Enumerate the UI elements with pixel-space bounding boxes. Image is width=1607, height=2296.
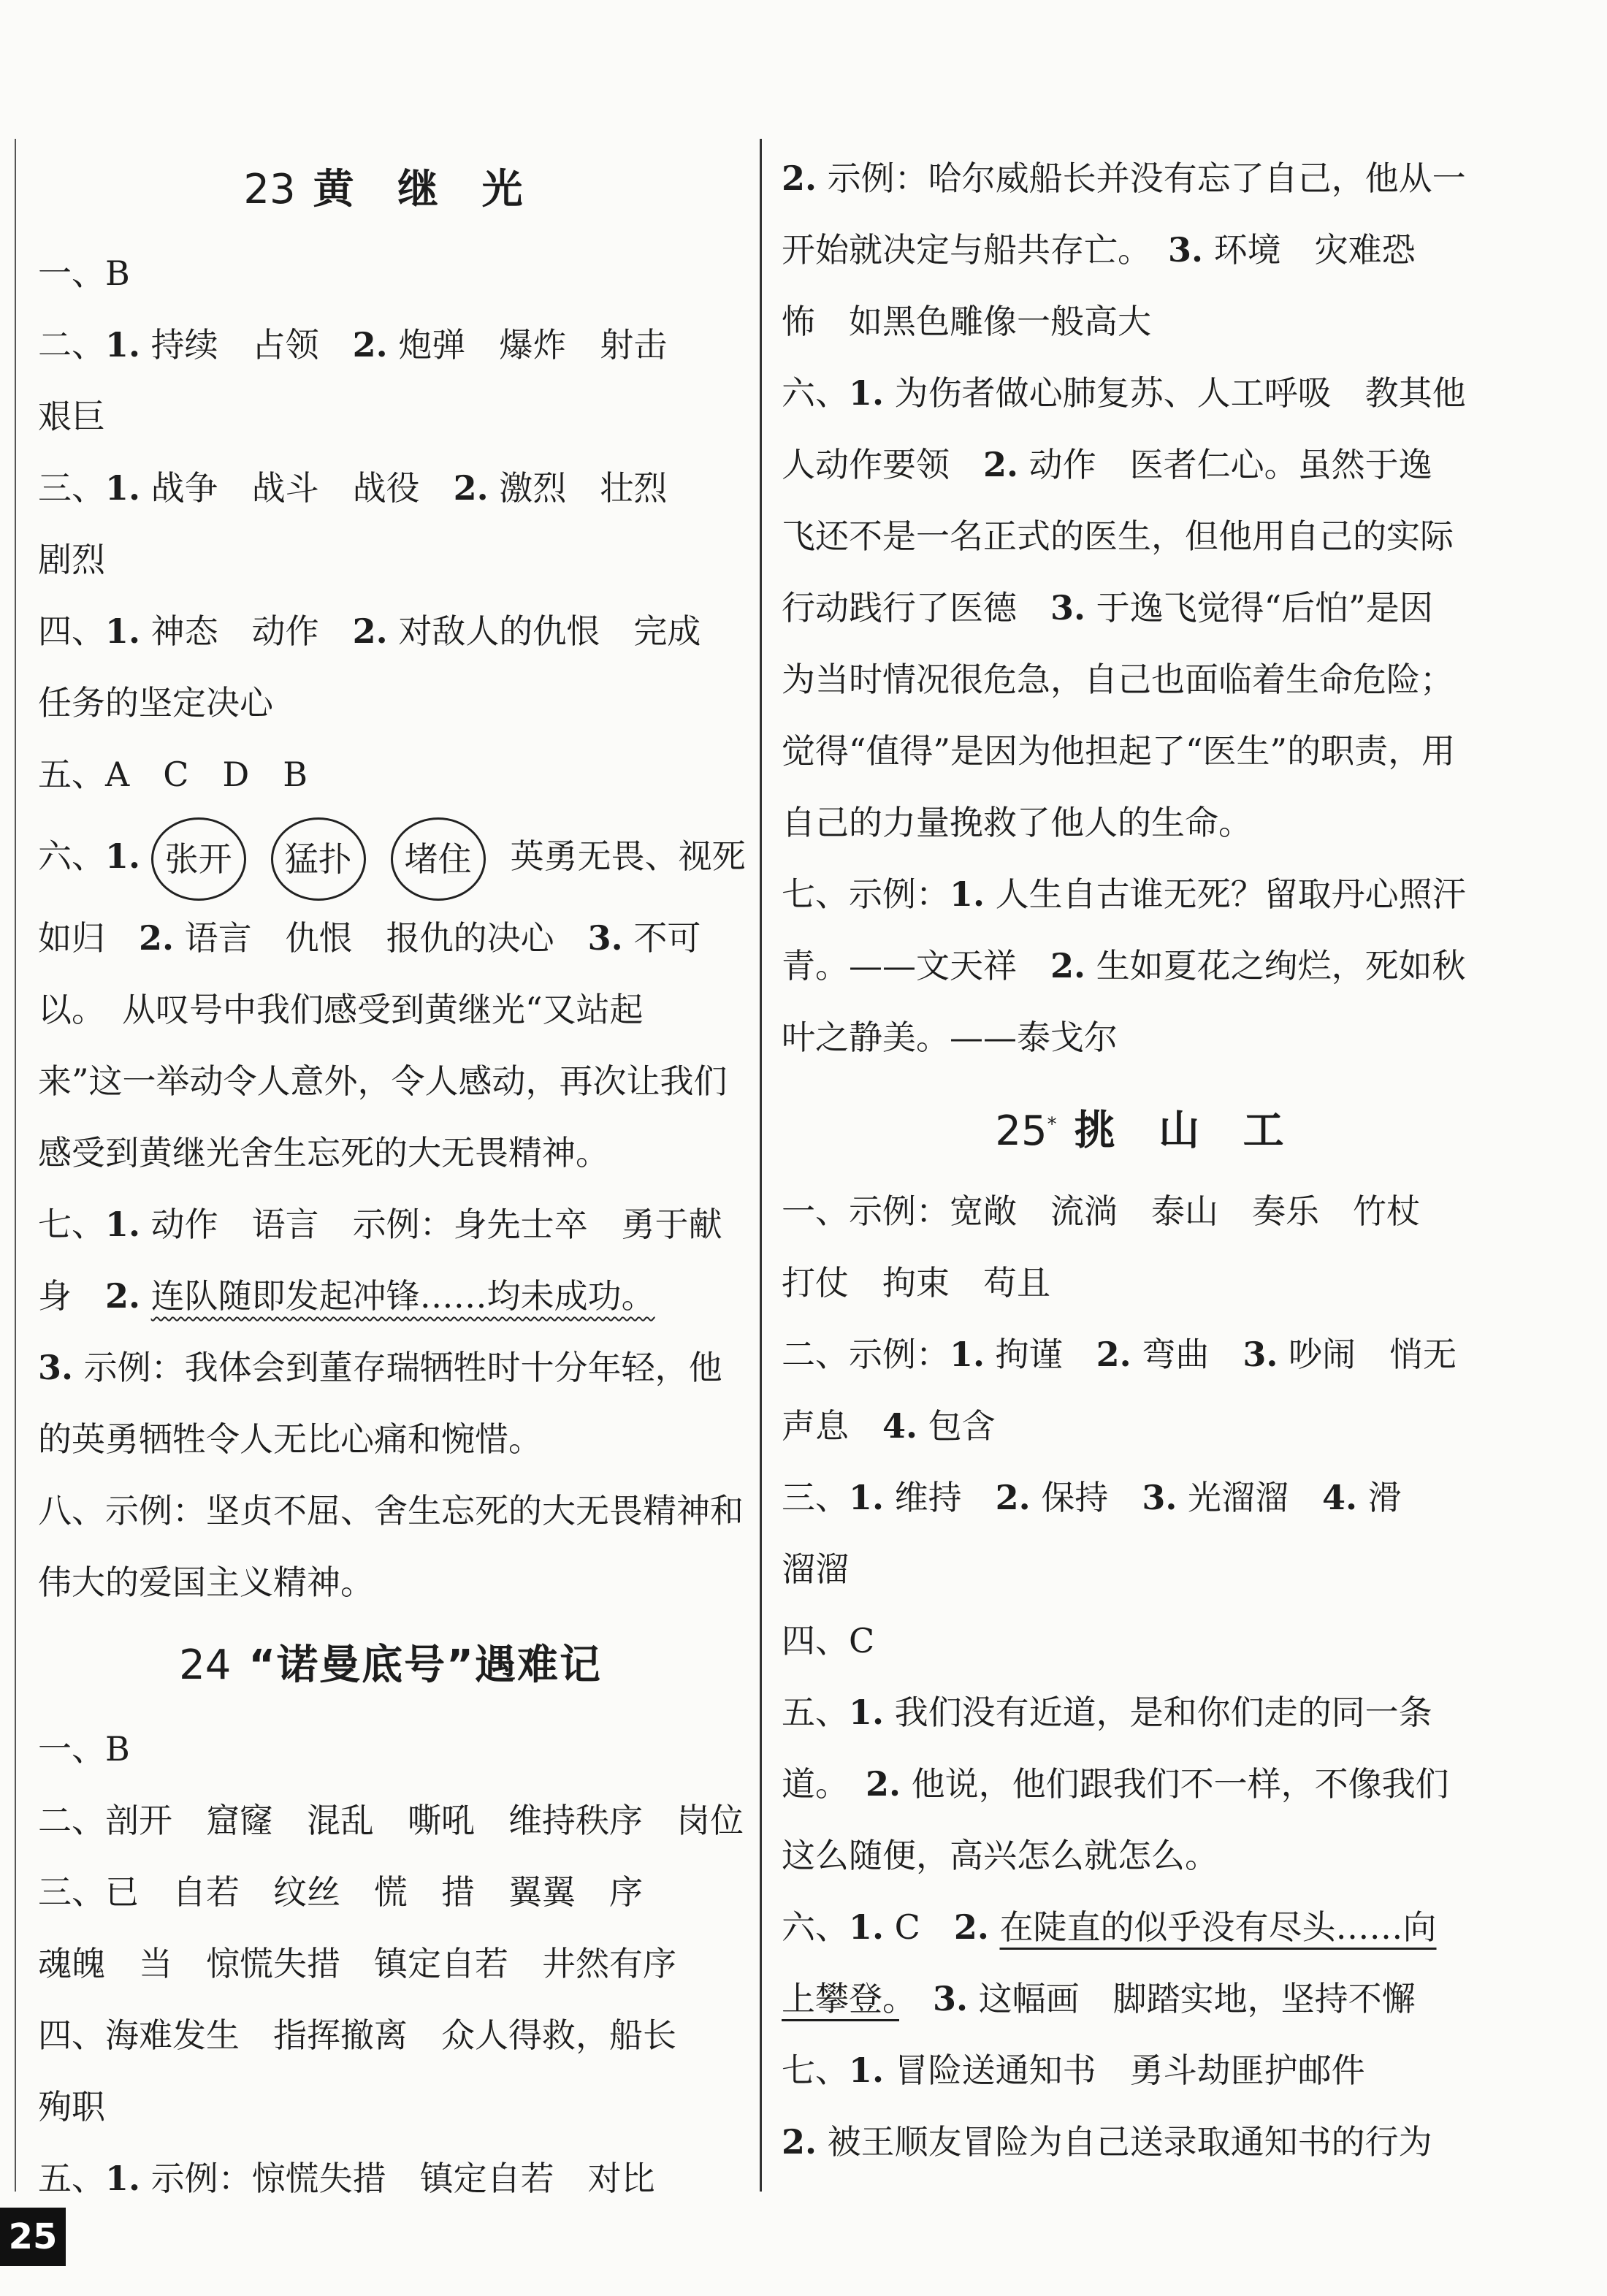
answer-line: 七、示例：1. 人生自古谁无死？留取丹心照汗 xyxy=(782,874,1466,914)
answer-line: 打仗 拘束 苟且 xyxy=(782,1263,1050,1303)
section-title-23 xyxy=(38,142,743,237)
answer-line: 觉得“值得”是因为他担起了“医生”的职责，用 xyxy=(782,731,1456,771)
answer-line: 任务的坚定决心 xyxy=(38,683,273,722)
answer-line: 来”这一举动令人意外，令人感动，再次让我们 xyxy=(38,1061,728,1101)
section-name: 挑 山 工 xyxy=(1074,1107,1299,1155)
answer-line: 一、B xyxy=(38,1729,130,1769)
answer-line: 开始就决定与船共存亡。 3. 环境 灾难恐 xyxy=(782,230,1416,270)
underlined-text: 在陡直的似乎没有尽头……向 xyxy=(999,1907,1437,1947)
answer-line: 道。 2. 他说，他们跟我们不一样，不像我们 xyxy=(782,1764,1449,1804)
answer-line: 三、1. 战争 战斗 战役 2. 激烈 壮烈 xyxy=(38,468,668,508)
answer-line: 自己的力量挽救了他人的生命。 xyxy=(782,803,1252,842)
answer-line: 上攀登。 3. 这幅画 脚踏实地，坚持不懈 xyxy=(782,1979,1416,2018)
answer-line: 殉职 xyxy=(38,2087,105,2127)
answer-line: 伟大的爱国主义精神。 xyxy=(38,1563,374,1602)
answer-line: 二、剖开 窟窿 混乱 嘶吼 维持秩序 岗位 xyxy=(38,1801,744,1840)
answer-line: 剧烈 xyxy=(38,540,105,579)
answer-line: 一、B xyxy=(38,253,130,293)
right-column xyxy=(782,142,1512,2178)
answer-line: 怖 如黑色雕像一般高大 xyxy=(782,302,1151,341)
underlined-text: 上攀登。 xyxy=(782,1979,899,2018)
answer-line: 声息 4. 包含 xyxy=(782,1406,996,1446)
section-number: 24 xyxy=(179,1641,232,1689)
answer-line: 身 2. 连队随即发起冲锋……均未成功。 xyxy=(38,1276,655,1316)
answer-line: 魂魄 当 惊慌失措 镇定自若 井然有序 xyxy=(38,1944,676,1983)
answer-line: 七、1. 冒险送通知书 勇斗劫匪护邮件 xyxy=(782,2051,1365,2090)
answer-line: 二、1. 持续 占领 2. 炮弹 爆炸 射击 xyxy=(38,325,668,365)
answer-line: 青。——文天祥 2. 生如夏花之绚烂，死如秋 xyxy=(782,946,1466,985)
answer-line: 的英勇牺牲令人无比心痛和惋惜。 xyxy=(38,1419,542,1459)
answer-line: 五、1. 示例：惊慌失措 镇定自若 对比 xyxy=(38,2159,655,2198)
answer-line: 人动作要领 2. 动作 医者仁心。虽然于逸 xyxy=(782,445,1432,484)
answer-line: 四、C xyxy=(782,1621,875,1660)
answer-line: 溜溜 xyxy=(782,1549,849,1589)
section-name: 黄 继 光 xyxy=(313,166,538,213)
answer-line: 2. 被王顺友冒险为自己送录取通知书的行为 xyxy=(782,2122,1432,2162)
answer-line: 二、示例：1. 拘谨 2. 弯曲 3. 吵闹 悄无 xyxy=(782,1335,1457,1374)
answer-line: 叶之静美。——泰戈尔 xyxy=(782,1018,1118,1057)
answer-line: 2. 示例：哈尔威船长并没有忘了自己，他从一 xyxy=(782,159,1466,198)
left-column xyxy=(38,142,746,2214)
answer-line: 这么随便，高兴怎么就怎么。 xyxy=(782,1836,1218,1875)
answer-line: 行动践行了医德 3. 于逸飞觉得“后怕”是因 xyxy=(782,588,1433,628)
answer-line: 一、示例：宽敞 流淌 泰山 奏乐 竹杖 xyxy=(782,1191,1420,1231)
answer-line: 六、1. C 2. 在陡直的似乎没有尽头……向 xyxy=(782,1907,1437,1947)
section-title-25 xyxy=(782,1073,1512,1175)
column-divider xyxy=(760,139,762,2192)
answer-line: 如归 2. 语言 仇恨 报仇的决心 3. 不可 xyxy=(38,918,701,958)
circled-word: 堵住 xyxy=(391,817,486,901)
page-number: 25 xyxy=(0,2208,66,2266)
answer-line: 七、1. 动作 语言 示例：身先士卒 勇于献 xyxy=(38,1205,722,1244)
left-margin-line xyxy=(15,139,16,2192)
circled-word: 猛扑 xyxy=(271,817,366,901)
answer-line: 3. 示例：我体会到董存瑞牺牲时十分年轻，他 xyxy=(38,1348,722,1387)
answer-line: 感受到黄继光舍生忘死的大无畏精神。 xyxy=(38,1133,609,1172)
answer-line: 飞还不是一名正式的医生，但他用自己的实际 xyxy=(782,516,1454,556)
section-title-24 xyxy=(38,1618,743,1713)
answer-line: 三、已 自若 纹丝 慌 措 翼翼 序 xyxy=(38,1872,643,1912)
section-name: “诺曼底号”遇难记 xyxy=(248,1641,602,1689)
answer-line: 艰巨 xyxy=(38,397,105,436)
wavy-underlined-text: 连队随即发起冲锋……均未成功。 xyxy=(150,1276,655,1316)
answer-line: 四、海难发生 指挥撤离 众人得救，船长 xyxy=(38,2015,676,2055)
answer-line: 为当时情况很危急，自己也面临着生命危险； xyxy=(782,660,1454,699)
answer-line: 五、1. 我们没有近道，是和你们走的同一条 xyxy=(782,1693,1432,1732)
answer-line: 以。 从叹号中我们感受到黄继光“又站起 xyxy=(38,990,644,1029)
answer-line: 三、1. 维持 2. 保持 3. 光溜溜 4. 滑 xyxy=(782,1478,1402,1517)
section-star: * xyxy=(1047,1113,1057,1135)
answer-line: 六、1. 为伤者做心肺复苏、人工呼吸 教其他 xyxy=(782,373,1466,413)
circled-word: 张开 xyxy=(151,817,246,901)
answer-line: 五、A C D B xyxy=(38,755,308,794)
answer-line: 四、1. 神态 动作 2. 对敌人的仇恨 完成 xyxy=(38,611,701,651)
section-number: 25* xyxy=(995,1107,1057,1155)
answer-line: 八、示例：坚贞不屈、舍生忘死的大无畏精神和 xyxy=(38,1491,744,1530)
answer-line-circled: 六、1. 张开 猛扑 堵住 英勇无畏、视死 xyxy=(38,810,743,902)
section-number: 23 xyxy=(243,166,296,213)
